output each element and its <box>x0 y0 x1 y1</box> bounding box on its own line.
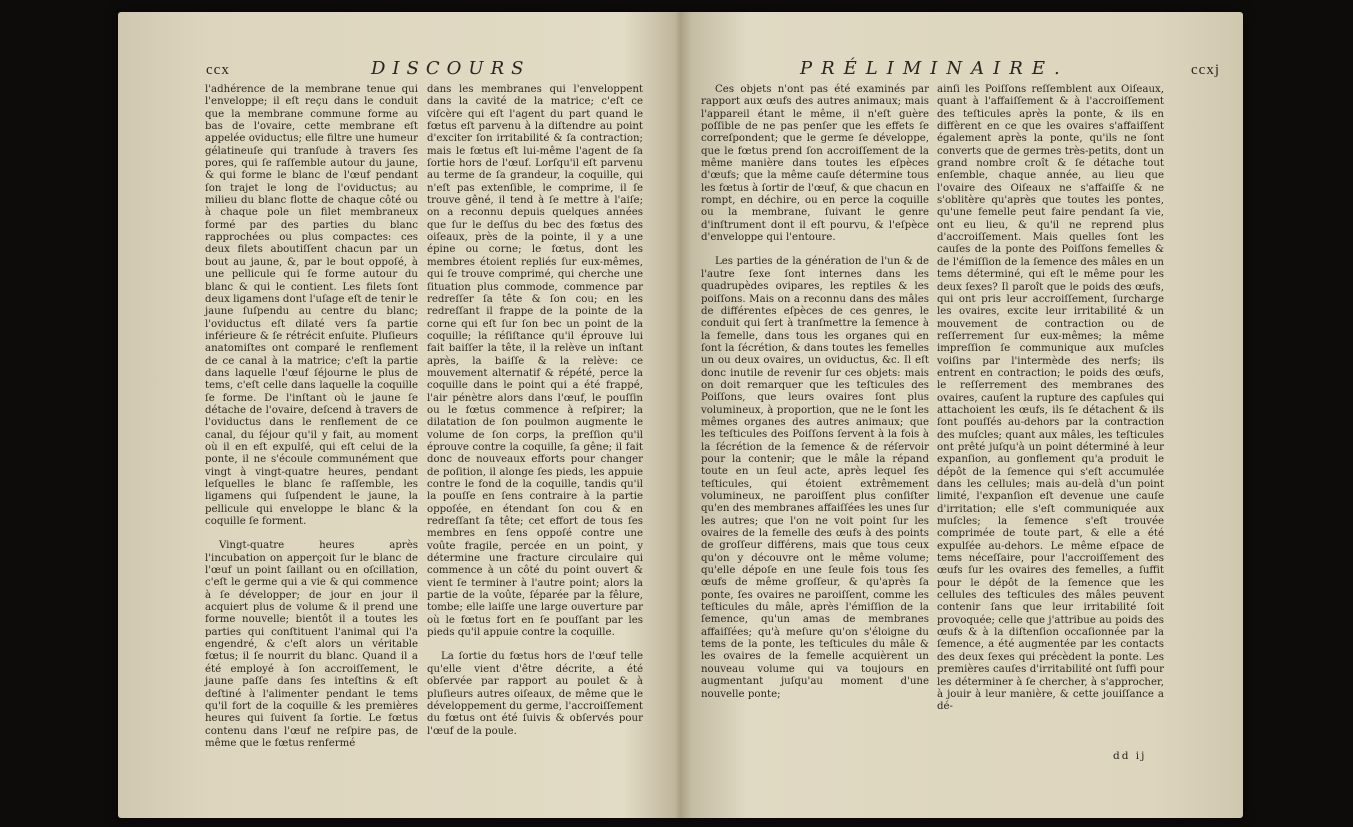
left-column-1 <box>205 84 418 749</box>
right-column-2 <box>937 84 1164 756</box>
left-column-2 <box>427 84 644 737</box>
catchword: dd ij <box>1113 750 1147 762</box>
right-head-title: PRÉLIMINAIRE. <box>800 58 1069 79</box>
paragraph: dans les membranes qui l'enveloppent dans la cavité de la matrice; c'eſt ce viſcère qui eſt l'agent du part quand le fœtus eſt parvenu à la diſtendre au point d'exciter ſon irritabilité & ſa contraction; mais le fœtus eſt lui-même l'agent de ſa ſortie hors de l'œuf. Lorſqu'il eſt parvenu au terme de ſa grandeur, la coquille, qui n'eſt pas extenſible, le comprime, il ſe trouve gêné, il tend à ſe mettre à l'aiſe; on a reconnu depuis quelques années que ſur le deſſus du bec des fœtus des oiſeaux, près de la pointe, il y a une épine ou corne; le fœtus, dont les membres étoient repliés ſur eux-mêmes, qui ſe trouve comprimé, qui cherche une ſituation plus commode, commence par redreſſer ſa tête & ſon cou; en les redreſſant il frappe de la pointe de la corne qui eſt ſur ſon bec un point de la coquille; la réſiſtance qu'il éprouve lui fait baiſſer la tête, il la relève un inſtant après, la baiſſe & la relève: ce mouvement alternatif & répété, perce la coquille dans le point qui a été frappé, l'air pénètre alors dans l'œuf, le pouſſin ou le fœtus commence à reſpirer; la dilatation de ſon poulmon augmente le volume de ſon corps, la preſſion qu'il éprouve contre la coquille, ſa gêne; il fait donc de nouveaux efforts pour changer de poſition, il alonge ſes pieds, les appuie contre le fond de la coquille, tandis qu'il la pouſſe en ſens contraire à la partie oppoſée, en étendant ſon cou & en redreſſant ſa tête; cet effort de tous ſes membres en ſens oppoſé contre une voûte fragile, percée en un point, y détermine une fracture circulaire qui commence à un côté du point ouvert & vient ſe terminer à l'autre point; alors la partie de la voûte, ſéparée par la fêlure, tombe; elle laiſſe une large ouverture par où le fœtus fort en ſe pouſſant par les pieds qu'il appuie contre la coquille. <box>427 84 643 639</box>
left-head-title: DISCOURS <box>371 58 531 79</box>
left-running-head <box>206 58 646 86</box>
left-page-number: ccx <box>206 62 230 78</box>
paragraph: Vingt-quatre heures après l'incubation on apperçoit ſur le blanc de l'œuf un point ſaillant ou en oſcillation, c'eſt le germe qui a vie & qui commence à ſe développer; de jour en jour il acquiert plus de volume & il prend une forme nouvelle; bientôt il a toutes les parties qui conſtituent l'animal qui l'a engendré, & c'eſt alors un véritable fœtus; il ſe nourrit du blanc. Quand il a été employé à ſon accroiſſement, le jaune paſſe dans ſes inteſtins & eſt deſtiné à l'alimenter pendant le tems qu'il fort de la coquille & les premières heures qui ſuivent ſa ſortie. Le fœtus contenu dans l'œuf ne reſpire pas, de même que le fœtus renfermé <box>205 540 418 749</box>
paragraph: ainſi les Poiſſons reſſemblent aux Oiſeaux, quant à l'affaiſſement & à l'accroiſſement des teſticules après la ponte, & ils en diffèrent en ce que les ovaires s'affaiſſent également après la ponte, qu'ils ne ſont converts que de germes très-petits, dont un grand nombre croît & ſe détache tout enſemble, chaque année, au lieu que l'ovaire des Oiſeaux ne s'affaiſſe & ne s'oblitère qu'après que toutes les pontes, qu'une femelle peut faire pendant ſa vie, ont eu lieu, & qu'il ne reprend plus d'accroiſſement. Mais quelles ſont les cauſes de la ponte des Poiſſons femelles & de l'émiſſion de la ſemence des mâles en un tems déterminé, qui eſt le même pour les deux ſexes? Il paroît que le poids des œufs, qui ont pris leur accroiſſement, ſurcharge les ovaires, excite leur irritabilité & un mouvement de contraction ou de reſſerrement ſur eux-mêmes; la même impreſſion ſe communique aux muſcles voiſins par l'intermède des nerfs; ils entrent en contraction; le poids des œufs, le reſſerrement des membranes des ovaires, cauſent la rupture des capſules qui attachoient les œufs, ils ſe détachent & ils ſont pouſſés au-dehors par la contraction des muſcles; quant aux mâles, les teſticules ont prêté juſqu'à un point déterminé à leur expanſion, au gonflement qu'a produit le dépôt de la ſemence qui s'eſt accumulée dans les cellules; mais au-delà d'un point limité, l'expanſion eſt devenue une cauſe d'irritation; elle s'eſt communiquée aux muſcles; la ſemence s'eſt trouvée comprimée de toute part, & elle a été expulſée au-dehors. Le même eſpace de tems néceſſaire, pour l'accroiſſement des œufs ſur les ovaires des femelles, a ſuffit pour le dépôt de la ſemence que les cellules des teſticules des mâles peuvent contenir ſans que leur irritabilité ſoit provoquée; celle que j'attribue au poids des œufs & à la diſtenſion occaſionnée par la ſemence, a été augmentée par les contacts des deux ſexes qui précèdent la ponte. Les premières cauſes d'irritabilité ont ſuffi pour les déterminer à ſe chercher, à s'approcher, à jouir à leur manière, & cette jouiſſance a dé- <box>937 84 1164 713</box>
right-running-head <box>700 58 1220 86</box>
right-page <box>678 12 1243 818</box>
left-page <box>118 12 670 818</box>
paragraph: Les parties de la génération de l'un & de l'autre ſexe ſont internes dans les quadrupèdes ovipares, les reptiles & les poiſſons. Mais on a reconnu dans des mâles de différentes eſpèces de ces genres, le conduit qui ſert à tranſmettre la ſemence à la femelle, dans tous les organes qui en ſont la ſécrétion, & dans toutes les femelles un ou deux ovaires, un oviductus, &c. Il eſt donc inutile de revenir ſur ces objets: mais on doit remarquer que les teſticules des Poiſſons, que leurs ovaires ſont plus volumineux, à proportion, que ne le ſont les mêmes organes des autres animaux; que les teſticules des Poiſſons ſervent à la fois à la ſécrétion de la ſemence & de réſervoir pour la contenir; que le mâle la répand toute en un ſeul acte, après lequel ſes teſticules, qui étoient extrêmement volumineux, ne paroiſſent plus conſiſter qu'en des membranes affaiſſées les unes ſur les autres; que l'on ne voit point ſur les ovaires de la femelle des œufs à des points de groſſeur différens, mais que tous ceux qu'on y découvre ont le même volume; qu'elle dépoſe en une ſeule fois tous ſes œufs de même groſſeur, & qu'après ſa ponte, ſes ovaires ne paroiſſent, comme les teſticules du mâle, après l'émiſſion de la ſemence, qu'un amas de membranes affaiſſées; qu'à meſure qu'on s'éloigne du tems de la ponte, les teſticules du mâle & les ovaires de la femelle acquièrent un nouveau volume qui va toujours en augmentant juſqu'au moment d'une nouvelle ponte; <box>701 256 929 700</box>
right-page-number: ccxj <box>1191 62 1220 78</box>
paragraph: l'adhérence de la membrane tenue qui l'enveloppe; il eſt reçu dans le conduit que la membrane commune forme au bas de l'ovaire, cette membrane eſt appelée oviductus; elle filtre une humeur gélatineuſe qui tranſude à travers ſes pores, qui ſe raſſemble autour du jaune, & qui forme le blanc de l'œuf pendant ſon trajet le long de l'oviductus; au milieu du blanc flotte de chaque côté ou à chaque pole un filet membraneux formé par des parties du blanc rapprochées ou plus compactes: ces deux filets aboutiſſent chacun par un bout au jaune, &, par le bout oppoſé, à une pellicule qui ſe forme autour du blanc & qui le contient. Les filets ſont deux ligamens dont l'uſage eſt de tenir le jaune ſuſpendu au centre du blanc; l'oviductus eſt dilaté vers ſa partie inférieure & ſe rétrécit enſuite. Pluſieurs anatomiſtes ont comparé le renflement de ce canal à la matrice; c'eſt la partie dans laquelle l'œuf ſéjourne le plus de tems, c'eſt celle dans laquelle la coquille ſe forme. De l'inſtant où le jaune ſe détache de l'ovaire, deſcend à travers de l'oviductus dans le renflement de ce canal, du ſéjour qu'il y fait, au moment où il en eſt expulſé, qui eſt celui de la ponte, il ne s'écoule communément que vingt à vingt-quatre heures, pendant leſquelles le blanc ſe raſſemble, les ligamens qui ſuſpendent le jaune, la pellicule qui enveloppe le blanc & la coquille ſe forment. <box>205 84 418 528</box>
paragraph: Ces objets n'ont pas été examinés par rapport aux œufs des autres animaux; mais l'appareil étant le même, il n'eſt guère poſſible de ne pas penſer que les effets ſe correſpondent; que le germe ſe développe, que le fœtus prend ſon accroiſſement de la même manière dans toutes les eſpèces d'œufs; que la même cauſe détermine tous les fœtus à ſortir de l'œuf, & que chacun en rompt, en déchire, ou en perce la coquille ou la membrane, ſuivant le genre d'inſtrument dont il eſt pourvu, & l'eſpèce d'enveloppe qui l'entoure. <box>701 84 929 244</box>
right-column-1 <box>701 84 929 700</box>
open-book <box>118 12 1243 818</box>
paragraph: La ſortie du fœtus hors de l'œuf telle qu'elle vient d'être décrite, a été obſervée par rapport au poulet & à pluſieurs autres oiſeaux, de même que le développement du germe, l'accroiſſement du fœtus ont été ſuivis & obſervés pour l'œuf de la poule. <box>427 651 644 737</box>
